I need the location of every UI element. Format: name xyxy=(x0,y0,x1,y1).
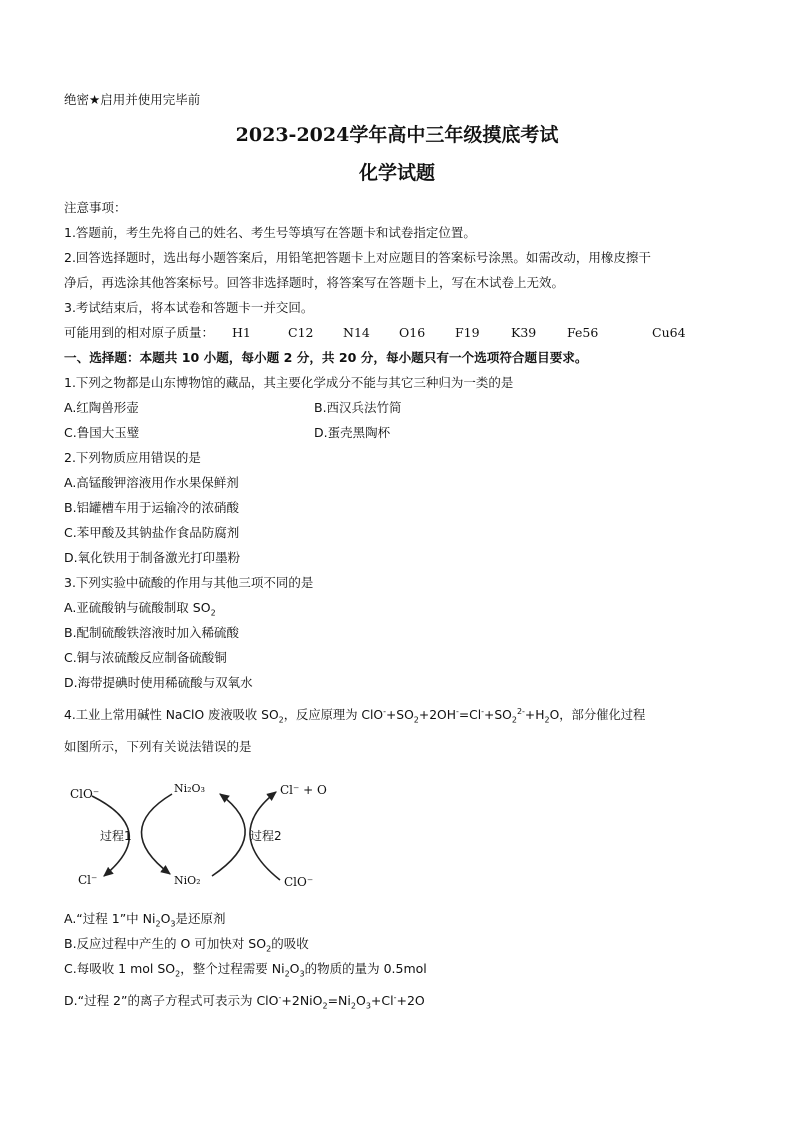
confidential-label: 绝密★启用并使用完毕前 xyxy=(64,92,201,107)
label-bottom-center: NiO₂ xyxy=(174,874,201,887)
note-item: 1.答题前，考生先将自己的姓名、考生号等填写在答题卡和试卷指定位置。 xyxy=(64,225,476,240)
question-4-stem-line2: 如图所示，下列有关说法错误的是 xyxy=(64,739,252,754)
catalytic-cycle-diagram xyxy=(62,772,342,892)
label-bottom-right: ClO⁻ xyxy=(284,875,314,889)
section-heading: 一、选择题：本题共 10 小题，每小题 2 分，共 20 分，每小题只有一个选项符合题目要求。 xyxy=(64,350,588,365)
notes-heading: 注意事项： xyxy=(64,200,127,215)
question-1-option-a: A.红陶兽形壶 xyxy=(64,400,139,415)
atomic-mass-value: O16 xyxy=(399,325,426,340)
question-2-option-d: D.氧化铁用于制备激光打印墨粉 xyxy=(64,550,241,565)
question-2-option-b: B.铝罐槽车用于运输冷的浓硝酸 xyxy=(64,500,240,515)
question-2-option-a: A.高锰酸钾溶液用作水果保鲜剂 xyxy=(64,475,239,490)
question-3-option-a: A.亚硫酸钠与硫酸制取 $SO_2$ xyxy=(64,600,216,618)
question-1-option-d: D.蛋壳黑陶杯 xyxy=(314,425,391,440)
question-4-option-c: C.每吸收 1 mol $SO_2$，整个过程需要 $Ni_2O_3$的物质的量为 0.5mol xyxy=(64,961,427,979)
label-top-center: Ni₂O₃ xyxy=(174,782,205,795)
question-1-option-c: C.鲁国大玉璧 xyxy=(64,425,140,440)
atomic-mass-value: C12 xyxy=(288,325,314,340)
question-4-option-d: D.“过程 2”的离子方程式可表示为 $ClO^-+2NiO_2=Ni_2O_3+Cl^-+2O$ xyxy=(64,992,425,1011)
question-2-option-c: C.苯甲酸及其钠盐作食品防腐剂 xyxy=(64,525,240,540)
atomic-mass-label: 可能用到的相对原子质量： xyxy=(64,325,215,340)
question-3-option-b: B.配制硫酸铁溶液时加入稀硫酸 xyxy=(64,625,240,640)
atomic-mass-value: K39 xyxy=(511,325,537,340)
note-item: 净后，再选涂其他答案标号。回答非选择题时，将答案写在答题卡上，写在木试卷上无效。 xyxy=(64,275,565,290)
question-4-stem-line1: 4.工业上常用碱性 NaClO 废液吸收 $SO_2$，反应原理为 $ClO^-+SO_2+2OH^-=Cl^-+SO_2^{2-}+H_2O$，部分催化过程 xyxy=(64,706,646,725)
atomic-mass-value: H1 xyxy=(232,325,251,340)
question-4-option-b: B.反应过程中产生的 O 可加快对 $SO_2$的吸收 xyxy=(64,936,309,954)
atomic-mass-value: Fe56 xyxy=(567,325,599,340)
note-item: 3.考试结束后，将本试卷和答题卡一并交回。 xyxy=(64,300,314,315)
process-2-arrow-center xyxy=(212,794,245,876)
exam-subtitle: 化学试题 xyxy=(358,162,435,184)
question-1-option-b: B.西汉兵法竹简 xyxy=(314,400,402,415)
atomic-mass-value: Cu64 xyxy=(652,325,686,340)
label-top-right: Cl⁻ + O xyxy=(280,783,327,797)
question-3-option-c: C.铜与浓硫酸反应制备硫酸铜 xyxy=(64,650,227,665)
question-1-stem: 1.下列之物都是山东博物馆的藏品，其主要化学成分不能与其它三种归为一类的是 xyxy=(64,375,514,390)
note-item: 2.回答选择题时，选出每小题答案后，用铅笔把答题卡上对应题目的答案标号涂黑。如需改动，用橡皮擦干 xyxy=(64,250,651,265)
question-4-option-a: A.“过程 1”中 $Ni_2O_3$是还原剂 xyxy=(64,911,226,929)
label-process-1: 过程1 xyxy=(100,829,132,843)
atomic-mass-value: N14 xyxy=(343,325,370,340)
question-3-option-d: D.海带提碘时使用稀硫酸与双氧水 xyxy=(64,675,253,690)
label-bottom-left: Cl⁻ xyxy=(78,873,98,887)
atomic-mass-value: F19 xyxy=(455,325,480,340)
question-3-stem: 3.下列实验中硫酸的作用与其他三项不同的是 xyxy=(64,575,314,590)
exam-title: 2023-2024学年高中三年级摸底考试 xyxy=(235,124,559,146)
label-top-left: ClO⁻ xyxy=(70,787,100,801)
question-2-stem: 2.下列物质应用错误的是 xyxy=(64,450,201,465)
process-1-arrow-center xyxy=(141,794,172,874)
label-process-2: 过程2 xyxy=(250,829,282,843)
